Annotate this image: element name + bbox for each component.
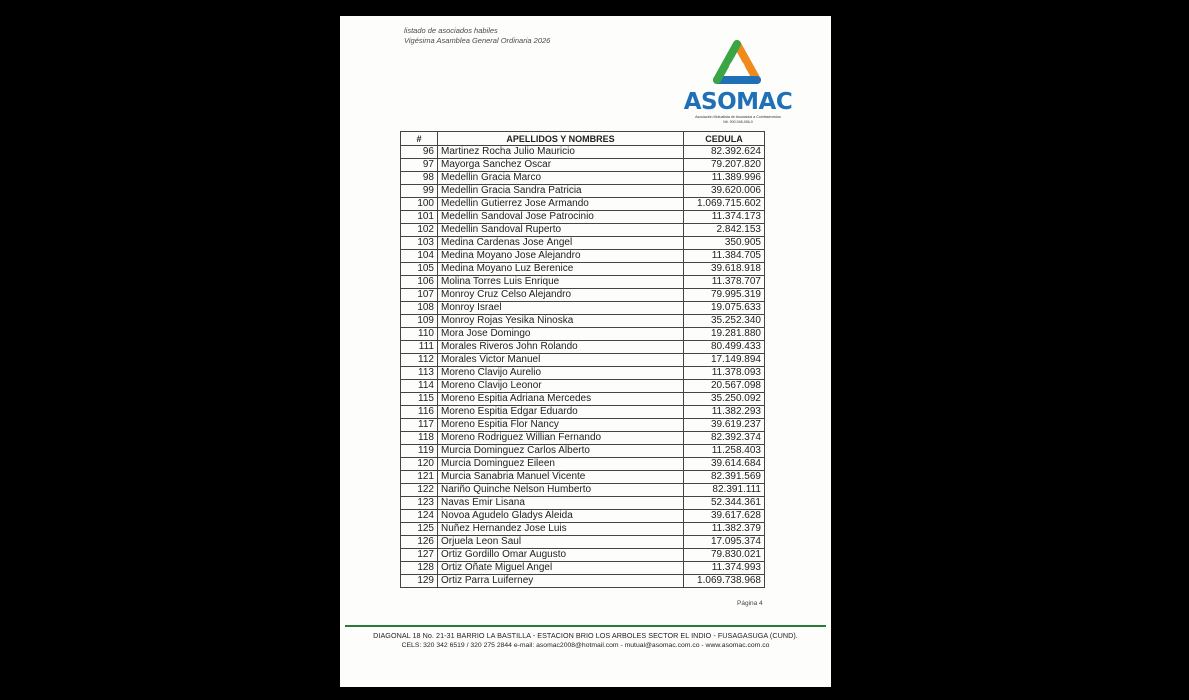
cell-cedula: 35.252.340: [684, 315, 765, 328]
table-row: [401, 172, 765, 185]
cell-number: 117: [401, 419, 438, 432]
cell-number: 100: [401, 198, 438, 211]
cell-name: Medina Cardenas Jose Ángel: [438, 237, 684, 250]
cell-number: 106: [401, 276, 438, 289]
cell-name: Medellin Sandoval Jose Patrocinio: [438, 211, 684, 224]
footer-divider: [345, 625, 826, 627]
logo-subtitle: [680, 115, 796, 124]
cell-number: 104: [401, 250, 438, 263]
table-row: [401, 198, 765, 211]
cell-name: Monroy Rojas Yesika Ninoska: [438, 315, 684, 328]
cell-name: Medellin Gracia Marco: [438, 172, 684, 185]
cell-name: Moreno Rodriguez Willian Fernando: [438, 432, 684, 445]
cell-number: 123: [401, 497, 438, 510]
table-row: [401, 536, 765, 549]
cell-name: Ortiz Parra Luiferney: [438, 575, 684, 588]
column-header-number: #: [401, 132, 438, 146]
footer-address: DIAGONAL 18 No. 21-31 BARRIO LA BASTILLA - ESTACION BRIO LOS ARBOLES SECTOR EL INDIO - FUSAGASUGA (CUND).: [373, 631, 798, 640]
cell-number: 126: [401, 536, 438, 549]
cell-number: 105: [401, 263, 438, 276]
cell-name: Moreno Espitia Flor Nancy: [438, 419, 684, 432]
document-header: [404, 26, 550, 46]
cell-cedula: 2.842.153: [684, 224, 765, 237]
cell-cedula: 39.617.628: [684, 510, 765, 523]
cell-name: Medina Moyano Jose Alejandro: [438, 250, 684, 263]
cell-number: 113: [401, 367, 438, 380]
logo-wordmark: ASOMAC: [683, 89, 793, 115]
column-header-name: APELLIDOS Y NOMBRES: [438, 132, 684, 146]
cell-number: 109: [401, 315, 438, 328]
cell-number: 107: [401, 289, 438, 302]
cell-name: Moreno Espitia Adriana Mercedes: [438, 393, 684, 406]
table-row: [401, 211, 765, 224]
cell-cedula: 39.619.237: [684, 419, 765, 432]
cell-name: Mora Jose Domingo: [438, 328, 684, 341]
cell-name: Novoa Agudelo Gladys Aleida: [438, 510, 684, 523]
cell-cedula: 80.499.433: [684, 341, 765, 354]
cell-cedula: 1.069.738.968: [684, 575, 765, 588]
table-row: [401, 393, 765, 406]
cell-name: Medellin Gracia Sandra Patricia: [438, 185, 684, 198]
logo-subtitle-line-1: Asociación Mutualista de Asociados a Comfaservicios: [695, 115, 781, 119]
cell-name: Murcia Dominguez Eileen: [438, 458, 684, 471]
table-row: [401, 406, 765, 419]
table-row: [401, 159, 765, 172]
table-row: [401, 224, 765, 237]
table-row: [401, 484, 765, 497]
cell-cedula: 82.392.624: [684, 146, 765, 159]
cell-number: 103: [401, 237, 438, 250]
cell-cedula: 39.618.918: [684, 263, 765, 276]
cell-cedula: 11.382.293: [684, 406, 765, 419]
table-row: [401, 562, 765, 575]
cell-number: 129: [401, 575, 438, 588]
table-row: [401, 263, 765, 276]
table-row: [401, 380, 765, 393]
table-row: [401, 575, 765, 588]
cell-number: 101: [401, 211, 438, 224]
table-row: [401, 354, 765, 367]
table-row: [401, 471, 765, 484]
table-row: [401, 432, 765, 445]
cell-name: Medellin Gutierrez Jose Armando: [438, 198, 684, 211]
table-row: [401, 250, 765, 263]
cell-number: 122: [401, 484, 438, 497]
table-row: [401, 445, 765, 458]
cell-number: 125: [401, 523, 438, 536]
cell-name: Molina Torres Luis Enrique: [438, 276, 684, 289]
asomac-logo: [680, 40, 796, 126]
cell-cedula: 11.389.996: [684, 172, 765, 185]
cell-name: Moreno Clavijo Aurelio: [438, 367, 684, 380]
logo-triangle-icon: [712, 40, 762, 90]
table-row: [401, 276, 765, 289]
cell-number: 108: [401, 302, 438, 315]
cell-name: Murcia Dominguez Carlos Alberto: [438, 445, 684, 458]
cell-number: 102: [401, 224, 438, 237]
cell-number: 114: [401, 380, 438, 393]
cell-cedula: 79.995.319: [684, 289, 765, 302]
cell-name: Morales Riveros John Rolando: [438, 341, 684, 354]
cell-cedula: 350.905: [684, 237, 765, 250]
cell-cedula: 1.069.715.602: [684, 198, 765, 211]
cell-name: Moreno Espitia Edgar Eduardo: [438, 406, 684, 419]
cell-number: 127: [401, 549, 438, 562]
table-row: [401, 237, 765, 250]
table-row: [401, 458, 765, 471]
cell-number: 96: [401, 146, 438, 159]
cell-number: 121: [401, 471, 438, 484]
cell-cedula: 17.095.374: [684, 536, 765, 549]
cell-name: Martinez Rocha Julio Mauricio: [438, 146, 684, 159]
cell-name: Navas Emir Lisana: [438, 497, 684, 510]
table-row: [401, 315, 765, 328]
cell-name: Murcia Sanabria Manuel Vicente: [438, 471, 684, 484]
cell-cedula: 19.281.880: [684, 328, 765, 341]
cell-number: 128: [401, 562, 438, 575]
cell-name: Medina Moyano Luz Berenice: [438, 263, 684, 276]
cell-number: 119: [401, 445, 438, 458]
members-table: [400, 131, 765, 588]
cell-name: Monroy Cruz Celso Alejandro: [438, 289, 684, 302]
cell-number: 112: [401, 354, 438, 367]
table-row: [401, 302, 765, 315]
cell-cedula: 11.258.403: [684, 445, 765, 458]
cell-cedula: 79.830.021: [684, 549, 765, 562]
cell-name: Nuñez Hernandez Jose Luis: [438, 523, 684, 536]
table-row: [401, 419, 765, 432]
table-row: [401, 510, 765, 523]
cell-cedula: 11.378.707: [684, 276, 765, 289]
cell-cedula: 82.391.569: [684, 471, 765, 484]
cell-number: 97: [401, 159, 438, 172]
header-line-1: listado de asociados habiles: [404, 26, 498, 35]
table-row: [401, 341, 765, 354]
cell-name: Mayorga Sanchez Oscar: [438, 159, 684, 172]
cell-cedula: 11.374.993: [684, 562, 765, 575]
cell-cedula: 82.392.374: [684, 432, 765, 445]
cell-cedula: 82.391.111: [684, 484, 765, 497]
table-row: [401, 185, 765, 198]
cell-number: 111: [401, 341, 438, 354]
page-number: Página 4: [737, 600, 763, 607]
cell-number: 99: [401, 185, 438, 198]
cell-number: 116: [401, 406, 438, 419]
cell-number: 120: [401, 458, 438, 471]
table-row: [401, 146, 765, 159]
logo-subtitle-line-2: Nit. 900.048.456-0: [723, 119, 753, 124]
cell-number: 118: [401, 432, 438, 445]
cell-cedula: 11.374.173: [684, 211, 765, 224]
table-row: [401, 289, 765, 302]
cell-name: Nariño Quinche Nelson Humberto: [438, 484, 684, 497]
cell-number: 115: [401, 393, 438, 406]
column-header-cedula: CEDULA: [684, 132, 765, 146]
cell-cedula: 11.382.379: [684, 523, 765, 536]
cell-number: 124: [401, 510, 438, 523]
cell-cedula: 39.620.006: [684, 185, 765, 198]
cell-cedula: 39.614.684: [684, 458, 765, 471]
table-row: [401, 523, 765, 536]
cell-cedula: 11.384.705: [684, 250, 765, 263]
cell-cedula: 35.250.092: [684, 393, 765, 406]
cell-cedula: 79.207.820: [684, 159, 765, 172]
cell-cedula: 52.344.361: [684, 497, 765, 510]
cell-name: Ortiz Oñate Miguel Angel: [438, 562, 684, 575]
table-header-row: [401, 132, 765, 146]
table-row: [401, 328, 765, 341]
cell-number: 110: [401, 328, 438, 341]
cell-cedula: 19.075.633: [684, 302, 765, 315]
cell-name: Orjuela Leon Saul: [438, 536, 684, 549]
cell-name: Monroy Israel: [438, 302, 684, 315]
cell-cedula: 11.378.093: [684, 367, 765, 380]
table-row: [401, 549, 765, 562]
cell-name: Moreno Clavijo Leonor: [438, 380, 684, 393]
cell-name: Medellin Sandoval Ruperto: [438, 224, 684, 237]
cell-number: 98: [401, 172, 438, 185]
cell-name: Ortiz Gordillo Omar Augusto: [438, 549, 684, 562]
cell-name: Morales Victor Manuel: [438, 354, 684, 367]
footer-contacts: CELS: 320 342 6519 / 320 275 2844 e-mail: asomac2008@hotmail.com - mutual@asomac.com.co - www.asomac.com.co: [401, 642, 770, 649]
cell-cedula: 20.567.098: [684, 380, 765, 393]
cell-cedula: 17.149.894: [684, 354, 765, 367]
table-row: [401, 367, 765, 380]
table-row: [401, 497, 765, 510]
header-line-2: Vigésima Asamblea General Ordinaria 2026: [404, 36, 551, 45]
document-page: [340, 16, 831, 687]
